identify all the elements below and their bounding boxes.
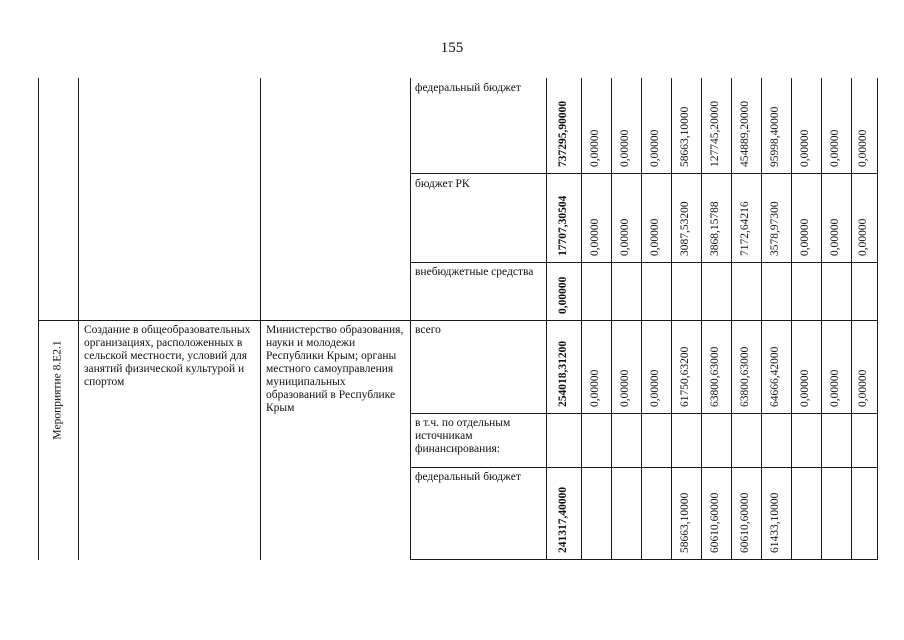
year-value-cell	[581, 173, 611, 262]
year-value-cell	[791, 413, 821, 467]
year-value-cell	[791, 262, 821, 320]
total-value-cell	[546, 320, 581, 413]
year-value-cell	[671, 467, 701, 559]
cell-value: 63800,63000	[709, 346, 721, 407]
cell-value: 737295,90000	[556, 100, 569, 167]
year-value-cell	[641, 173, 671, 262]
total-value-cell	[546, 173, 581, 262]
cell-value: 3868,15788	[709, 201, 721, 256]
year-value-cell	[701, 320, 731, 413]
year-value-cell	[671, 320, 701, 413]
year-value-cell	[671, 262, 701, 320]
year-value-cell	[821, 78, 851, 173]
year-value-cell	[821, 413, 851, 467]
year-value-cell	[611, 78, 641, 173]
year-value-cell	[761, 413, 791, 467]
cell-value: 0,00000	[649, 218, 661, 256]
year-value-cell	[851, 320, 877, 413]
year-value-cell	[611, 467, 641, 559]
year-value-cell	[761, 78, 791, 173]
year-value-cell	[851, 173, 877, 262]
year-value-cell	[791, 78, 821, 173]
source-label: всего	[415, 324, 441, 336]
year-value-cell	[851, 78, 877, 173]
year-value-cell	[701, 467, 731, 559]
year-value-cell	[851, 467, 877, 559]
year-value-cell	[821, 467, 851, 559]
year-value-cell	[791, 467, 821, 559]
year-value-cell	[761, 262, 791, 320]
year-value-cell	[701, 173, 731, 262]
year-value-cell	[851, 413, 877, 467]
year-value-cell	[791, 173, 821, 262]
source-label: федеральный бюджет	[415, 471, 521, 483]
year-value-cell	[701, 413, 731, 467]
cell-value: 0,00000	[829, 218, 841, 256]
cell-value: 63800,63000	[739, 346, 751, 407]
year-value-cell	[791, 320, 821, 413]
financing-table	[38, 78, 878, 560]
year-value-cell	[761, 467, 791, 559]
cell-value: 241317,40000	[556, 486, 569, 553]
year-value-cell	[701, 78, 731, 173]
cell-value: 0,00000	[799, 218, 811, 256]
measure-executor: Министерство образования, науки и молодежи Республики Крым; органы местного самоуправления муниципальных образований в Республике Крым	[266, 324, 404, 414]
year-value-cell	[581, 467, 611, 559]
year-value-cell	[731, 78, 761, 173]
cell-value: 58663,10000	[679, 492, 691, 553]
cell-value: 0,00000	[589, 218, 601, 256]
cell-value: 0,00000	[619, 129, 631, 167]
year-value-cell	[581, 78, 611, 173]
year-value-cell	[731, 413, 761, 467]
cell-value: 0,00000	[619, 218, 631, 256]
total-value-cell	[546, 413, 581, 467]
cell-value: 0,00000	[799, 129, 811, 167]
cell-value: 0,00000	[829, 129, 841, 167]
cell-value: 17707,30504	[556, 195, 569, 256]
year-value-cell	[581, 262, 611, 320]
total-value-cell	[546, 78, 581, 173]
cell-value: 7172,64216	[739, 201, 751, 256]
cell-value: 454889,20000	[739, 100, 751, 167]
year-value-cell	[731, 173, 761, 262]
cell-value: 60610,60000	[709, 492, 721, 553]
total-value-cell	[546, 262, 581, 320]
cell-value: 64666,42000	[769, 346, 781, 407]
year-value-cell	[671, 413, 701, 467]
year-value-cell	[611, 173, 641, 262]
cell-value: 0,00000	[857, 218, 869, 256]
year-value-cell	[611, 262, 641, 320]
year-value-cell	[701, 262, 731, 320]
cell-value: 0,00000	[589, 369, 601, 407]
year-value-cell	[761, 320, 791, 413]
year-value-cell	[671, 78, 701, 173]
cell-value: 0,00000	[799, 369, 811, 407]
year-value-cell	[731, 467, 761, 559]
source-label: в т.ч. по отдельным источникам финансирования:	[415, 417, 511, 455]
cell-value: 0,00000	[649, 129, 661, 167]
year-value-cell	[671, 173, 701, 262]
cell-value: 0,00000	[589, 129, 601, 167]
cell-value: 58663,10000	[679, 106, 691, 167]
year-value-cell	[821, 262, 851, 320]
cell-value: 61433,10000	[769, 492, 781, 553]
year-value-cell	[611, 320, 641, 413]
year-value-cell	[641, 467, 671, 559]
cell-value: 0,00000	[556, 276, 569, 314]
year-value-cell	[641, 320, 671, 413]
year-value-cell	[581, 413, 611, 467]
year-value-cell	[641, 78, 671, 173]
cell-value: 254018,31200	[556, 340, 569, 407]
cell-value: 0,00000	[649, 369, 661, 407]
cell-value: 0,00000	[857, 129, 869, 167]
cell-value: 0,00000	[857, 369, 869, 407]
measure-name: Создание в общеобразовательных организациях, расположенных в сельской местности, условий для занятий физической культурой и спортом	[84, 324, 251, 388]
cell-value: 0,00000	[829, 369, 841, 407]
cell-value: 3087,53200	[679, 201, 691, 256]
year-value-cell	[821, 320, 851, 413]
source-label: внебюджетные средства	[415, 266, 534, 278]
year-value-cell	[731, 262, 761, 320]
year-value-cell	[851, 262, 877, 320]
cell-value: 0,00000	[619, 369, 631, 407]
cell-value: 3578,97300	[769, 201, 781, 256]
cell-value: 95998,40000	[769, 106, 781, 167]
cell-value: 60610,60000	[739, 492, 751, 553]
total-value-cell	[546, 467, 581, 559]
source-label: федеральный бюджет	[415, 82, 521, 94]
year-value-cell	[641, 262, 671, 320]
page-number: 155	[440, 40, 464, 56]
year-value-cell	[641, 413, 671, 467]
year-value-cell	[581, 320, 611, 413]
cell-value: 127745,20000	[709, 100, 721, 167]
year-value-cell	[611, 413, 641, 467]
year-value-cell	[761, 173, 791, 262]
source-label: бюджет РК	[415, 178, 470, 190]
measure-code: Мероприятие 8.Е2.1	[52, 340, 64, 440]
cell-value: 61750,63200	[679, 346, 691, 407]
year-value-cell	[821, 173, 851, 262]
year-value-cell	[731, 320, 761, 413]
